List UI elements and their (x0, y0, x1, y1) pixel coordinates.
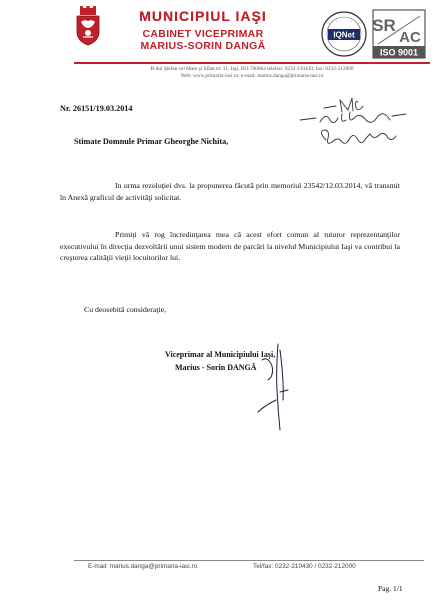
page-number: Pag. 1/1 (378, 584, 403, 593)
signer-title: Viceprimar al Municipiului Iaşi, (165, 350, 276, 359)
signer-name: Marius - Sorin DANGĂ (175, 363, 257, 372)
salutation: Stimate Domnule Primar Gheorghe Nichita, (74, 137, 229, 146)
registration-number: Nr. 26151/19.03.2014 (60, 104, 133, 113)
address-line-2: Web: www.primaria-iasi.ro; e-mail: marius.danga@primaria-iasi.ro (180, 73, 324, 79)
handwritten-signature (250, 340, 310, 435)
closing-formula: Cu deosebită consideraţie, (84, 305, 167, 314)
footer-email: E-mail: marius.danga@primaria-iasi.ro (88, 563, 198, 570)
iqnet-badge: IQNet (333, 30, 355, 40)
institution-name: MUNICIPIUL IAŞI (139, 8, 267, 24)
handwritten-annotation (296, 90, 416, 160)
official-name: MARIUS-SORIN DANGĂ (140, 40, 266, 52)
srac-badge-ac: AC (399, 29, 421, 46)
footer-telfax: Tel/fax: 0232-210430 / 0232-212000 (253, 563, 356, 570)
certification-badges-icon (318, 4, 428, 62)
office-name: CABINET VICEPRIMAR (142, 28, 264, 40)
paragraph-2: Primiţi vă rog încredinţarea mea că acest efort comun al tuturor reprezentanţilor executivului în direcţia dezvoltării unui sistem modern de parcări la nivelul Municipiului Iaşi va contribui la creşterea calităţii vieţii locuitorilor lui. (60, 230, 400, 262)
address-line-1: B-dul Ştefan cel Mare şi Sfânt nr. 11, Iaşi, RO-700064 telefon: 0232-210430; fax: 0232-212000 (150, 66, 354, 72)
footer-divider (74, 560, 424, 561)
iso-badge: ISO 9001 (379, 47, 419, 58)
srac-badge-sr: SR (372, 16, 396, 35)
contact-address (74, 66, 430, 80)
header-divider (74, 62, 430, 64)
iasi-coat-of-arms-icon (74, 6, 102, 46)
paragraph-1: In urma rezoluţiei dvs. la propunerea făcută prin memoriul 23542/12.03.2014, vă transmit în Anexă graficul de activităţi solicitat. (60, 181, 400, 202)
letterhead-title (108, 8, 298, 52)
